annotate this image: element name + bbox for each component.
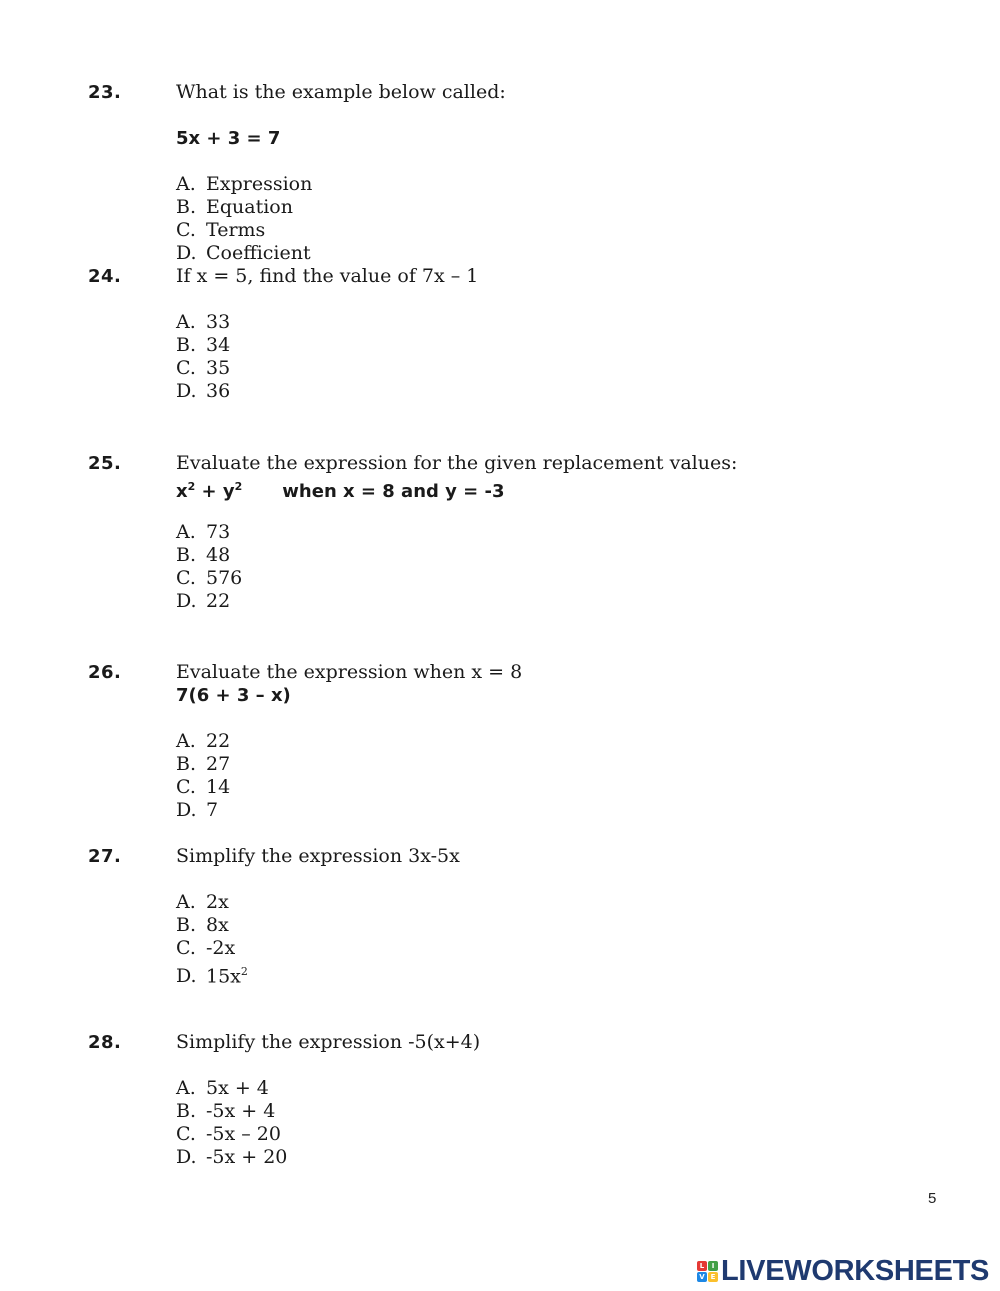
question-prompt: What is the example below called: (176, 81, 506, 103)
option-b: B. 34 (176, 334, 231, 356)
option-d: D. 36 (176, 380, 231, 402)
option-c: C. Terms (176, 219, 266, 241)
logo-text: LIVEWORKSHEETS (721, 1254, 990, 1287)
question-number: 24. (88, 266, 122, 287)
option-c: C. 14 (176, 776, 231, 798)
option-a: A. 5x + 4 (176, 1077, 269, 1099)
question-condition: when x = 8 and y = -3 (282, 481, 505, 502)
option-b: B. 8x (176, 914, 229, 936)
question-prompt: Simplify the expression 3x-5x (176, 845, 460, 867)
question-expression: 5x + 3 = 7 (176, 128, 281, 149)
question-expression: $x^2 + y^2$ when x = 8 and y = -3 (176, 480, 505, 502)
question-number: 26. (88, 662, 122, 683)
option-b: B. 27 (176, 753, 231, 775)
option-d: D. -5x + 20 (176, 1146, 288, 1168)
option-b: B. Equation (176, 196, 293, 218)
option-c: C. 576 (176, 567, 243, 589)
option-c: C. 35 (176, 357, 231, 379)
question-prompt: Evaluate the expression for the given replacement values: (176, 452, 738, 474)
option-b: B. -5x + 4 (176, 1100, 276, 1122)
question-number: 25. (88, 453, 122, 474)
question-prompt: Simplify the expression -5(x+4) (176, 1031, 481, 1053)
option-a: A. 22 (176, 730, 231, 752)
page-number: 5 (928, 1190, 937, 1207)
question-prompt: Evaluate the expression when x = 8 (176, 661, 523, 683)
logo-icon: L I V E (697, 1261, 718, 1282)
option-a: A. 33 (176, 311, 231, 333)
option-c: C. -2x (176, 937, 236, 959)
question-number: 23. (88, 82, 122, 103)
question-prompt: If x = 5, find the value of 7x – 1 (176, 265, 479, 287)
option-d: D. 22 (176, 590, 231, 612)
option-d: D. 7 (176, 799, 219, 821)
option-d: D. Coefficient (176, 242, 311, 264)
question-number: 27. (88, 846, 122, 867)
option-a: A. 73 (176, 521, 231, 543)
option-d: D. $15x^2$ (176, 965, 248, 988)
option-a: A. Expression (176, 173, 313, 195)
liveworksheets-logo[interactable] (697, 1256, 989, 1286)
option-b: B. 48 (176, 544, 231, 566)
option-c: C. -5x – 20 (176, 1123, 281, 1145)
question-expression: 7(6 + 3 – x) (176, 685, 291, 706)
option-a: A. 2x (176, 891, 229, 913)
question-number: 28. (88, 1032, 122, 1053)
